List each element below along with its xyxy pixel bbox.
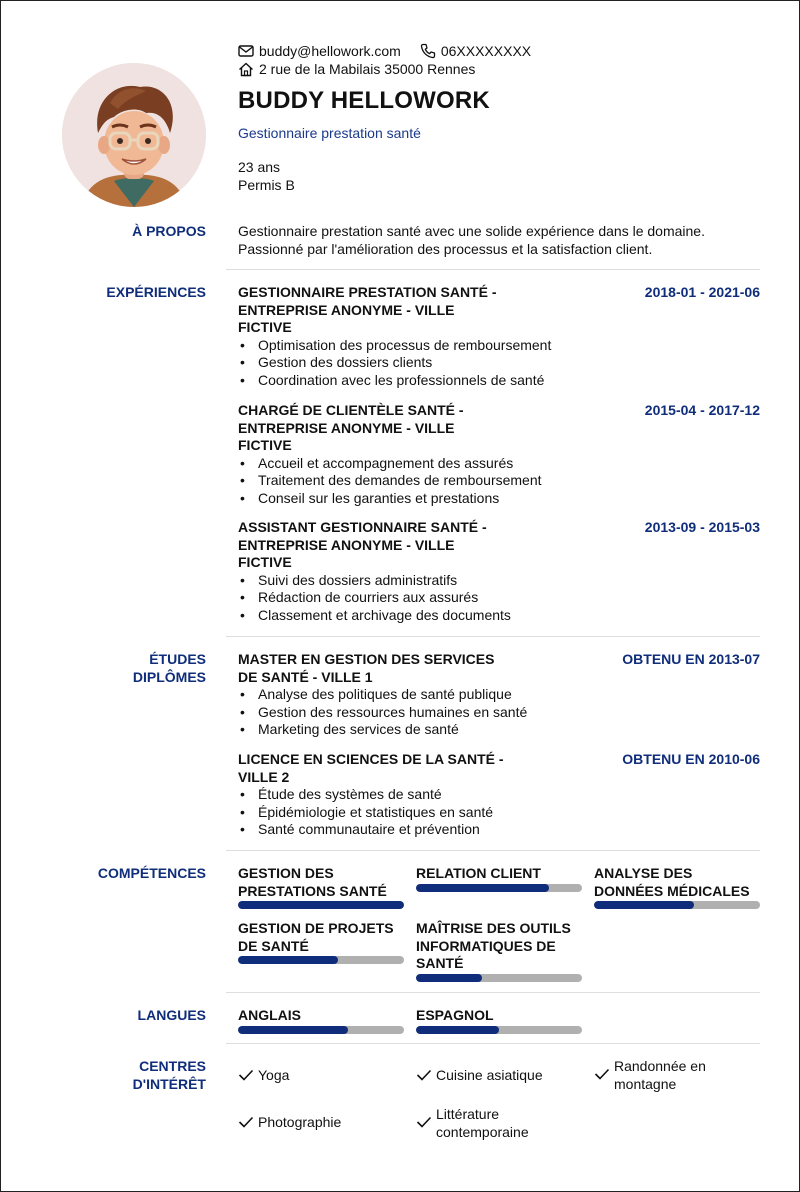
experience-title: ASSISTANT GESTIONNAIRE SANTÉ - ENTREPRISE ANONYME - VILLE FICTIVE	[238, 519, 487, 570]
check-icon	[594, 1065, 610, 1083]
language-level-fill	[238, 1026, 348, 1034]
education-entry	[238, 651, 760, 739]
skill-level-bar	[416, 974, 582, 982]
experience-dates: 2013-09 - 2015-03	[644, 519, 760, 535]
language-level-bar	[416, 1026, 582, 1034]
section-label-languages: LANGUES	[137, 1007, 206, 1023]
list-item: • Analyse des politiques de santé publique	[238, 686, 760, 704]
section-label-experience: EXPÉRIENCES	[106, 284, 206, 300]
education-dates: OBTENU EN 2013-07	[622, 651, 760, 667]
interest-label: Yoga	[258, 1067, 290, 1083]
candidate-name: BUDDY HELLOWORK	[238, 87, 490, 114]
skill-level-fill	[238, 956, 338, 964]
interest-item	[594, 1057, 724, 1093]
experience-dates: 2018-01 - 2021-06	[644, 284, 760, 300]
email-text[interactable]: buddy@hellowork.com	[259, 43, 401, 59]
skill-item	[594, 865, 760, 909]
interest-item	[238, 1113, 398, 1131]
check-icon	[238, 1066, 254, 1084]
check-icon	[416, 1113, 432, 1131]
list-item: • Suivi des dossiers administratifs	[238, 572, 760, 590]
envelope-icon	[238, 44, 254, 58]
list-item: • Conseil sur les garanties et prestations	[238, 490, 760, 508]
avatar-illustration	[62, 63, 206, 207]
list-item: • Gestion des dossiers clients	[238, 354, 760, 372]
education-title: MASTER EN GESTION DES SERVICES DE SANTÉ - VILLE 1	[238, 651, 495, 685]
skill-level-fill	[238, 901, 404, 909]
section-label-interests	[61, 1058, 206, 1093]
interest-item	[238, 1066, 398, 1084]
section-divider	[226, 269, 760, 270]
experience-dates: 2015-04 - 2017-12	[644, 402, 760, 418]
skill-item	[416, 920, 582, 982]
list-item: • Traitement des demandes de remboursement	[238, 472, 760, 490]
license-text: Permis B	[238, 176, 295, 193]
home-icon	[238, 62, 254, 77]
phone-icon	[420, 43, 436, 59]
language-name: ESPAGNOL	[416, 1007, 494, 1023]
phone-text[interactable]: 06XXXXXXXX	[440, 43, 532, 59]
education-bullets	[238, 686, 760, 739]
contact-row-2	[238, 60, 545, 78]
list-item: • Optimisation des processus de remboursement	[238, 337, 760, 355]
skill-item	[238, 920, 404, 964]
skill-name: GESTION DES PRESTATIONS SANTÉ	[238, 865, 387, 899]
address-text: 2 rue de la Mabilais 35000 Rennes	[259, 61, 476, 77]
interest-label: Randonnée en montagne	[614, 1058, 706, 1092]
list-item: • Étude des systèmes de santé	[238, 786, 760, 804]
list-item: • Accueil et accompagnement des assurés	[238, 455, 760, 473]
education-entry	[238, 751, 760, 839]
language-level-fill	[416, 1026, 499, 1034]
about-text	[238, 222, 760, 258]
list-item: • Rédaction de courriers aux assurés	[238, 589, 760, 607]
interests-label-line-2: D'INTÉRÊT	[132, 1075, 206, 1092]
education-dates: OBTENU EN 2010-06	[622, 751, 760, 767]
skill-level-fill	[416, 974, 482, 982]
skill-name: MAÎTRISE DES OUTILS INFORMATIQUES DE SANTÉ	[416, 920, 571, 971]
skill-name: ANALYSE DES DONNÉES MÉDICALES	[594, 865, 750, 899]
avatar	[62, 63, 206, 207]
experience-bullets	[238, 455, 760, 508]
language-level-bar	[238, 1026, 404, 1034]
interest-label: Cuisine asiatique	[436, 1067, 543, 1083]
section-label-about: À PROPOS	[132, 223, 206, 239]
age-text: 23 ans	[238, 159, 281, 175]
skill-item	[416, 865, 582, 892]
list-item: • Coordination avec les professionnels de santé	[238, 372, 760, 390]
language-name: ANGLAIS	[238, 1007, 301, 1023]
interest-item	[416, 1105, 556, 1141]
section-label-skills: COMPÉTENCES	[97, 865, 206, 881]
experience-title: GESTIONNAIRE PRESTATION SANTÉ - ENTREPRISE ANONYME - VILLE FICTIVE	[238, 284, 497, 335]
check-icon	[416, 1066, 432, 1084]
education-label-line-1: ÉTUDES	[149, 651, 206, 667]
education-label-line-2: DIPLÔMES	[132, 668, 206, 685]
list-item: • Gestion des ressources humaines en santé	[238, 704, 760, 722]
list-item: • Classement et archivage des documents	[238, 607, 760, 625]
section-divider	[226, 992, 760, 993]
contact-block	[238, 42, 545, 78]
experience-title: CHARGÉ DE CLIENTÈLE SANTÉ - ENTREPRISE ANONYME - VILLE FICTIVE	[238, 402, 464, 453]
experience-entry	[238, 402, 760, 507]
skill-level-fill	[416, 884, 549, 892]
skill-level-fill	[594, 901, 694, 909]
experience-entry	[238, 284, 760, 389]
experience-entry	[238, 519, 760, 624]
section-divider	[226, 1043, 760, 1044]
section-label-education	[61, 651, 206, 686]
language-item	[238, 1007, 404, 1034]
skill-item	[238, 865, 404, 909]
about-line-2: Passionné par l'amélioration des processus et la satisfaction client.	[238, 241, 653, 257]
language-item	[416, 1007, 582, 1034]
check-icon	[238, 1113, 254, 1131]
skill-name: RELATION CLIENT	[416, 865, 541, 881]
email-item[interactable]	[238, 42, 401, 60]
section-divider	[226, 636, 760, 637]
about-line-1: Gestionnaire prestation santé avec une solide expérience dans le domaine.	[238, 223, 705, 239]
list-item: • Santé communautaire et prévention	[238, 821, 760, 839]
experience-bullets	[238, 337, 760, 390]
experience-bullets	[238, 572, 760, 625]
job-title: Gestionnaire prestation santé	[238, 125, 421, 141]
personal-info	[238, 159, 295, 194]
skill-name: GESTION DE PROJETS DE SANTÉ	[238, 920, 394, 954]
skill-level-bar	[238, 901, 404, 909]
interests-label-line-1: CENTRES	[139, 1058, 206, 1074]
phone-item[interactable]	[420, 42, 531, 60]
interest-item	[416, 1066, 576, 1084]
interest-label: Littérature contemporaine	[436, 1106, 529, 1140]
section-divider	[226, 850, 760, 851]
list-item: • Marketing des services de santé	[238, 721, 760, 739]
interest-label: Photographie	[258, 1114, 342, 1130]
contact-row-1	[238, 42, 545, 60]
education-bullets	[238, 786, 760, 839]
education-title: LICENCE EN SCIENCES DE LA SANTÉ - VILLE 2	[238, 751, 504, 785]
skill-level-bar	[238, 956, 404, 964]
skill-level-bar	[594, 901, 760, 909]
skill-level-bar	[416, 884, 582, 892]
list-item: • Épidémiologie et statistiques en santé	[238, 804, 760, 822]
